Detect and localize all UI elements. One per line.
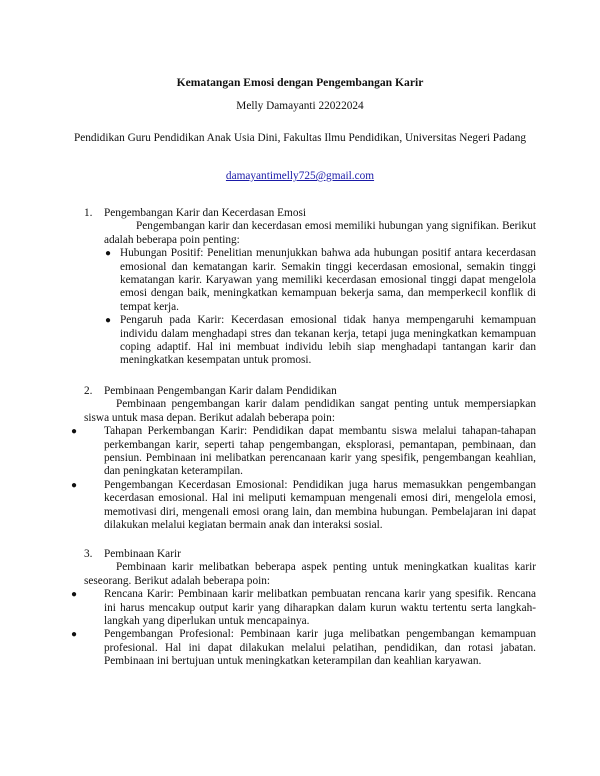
list-item-text: Rencana Karir: Pembinaan karir melibatkan pembuatan rencana karir yang spesifik. Rencana ini harus mencakup output karir yang diharapkan dalam kurun waktu tertentu serta langkah-langkah yang diperlukan untuk mencapainya. xyxy=(104,588,536,628)
section-2 xyxy=(71,385,536,532)
list-item-text: Hubungan Positif: Penelitian menunjukkan bahwa ada hubungan positif antara kecerdasan emosional dan kematangan karir. Semakin tinggi kecerdasan emosional, semakin tinggi kematangan karir. Karyawan yang memiliki kecerdasan emosional tinggi dapat mengelola emosi dengan baik, meningkatkan kemampuan bekerja sama, dan memperkecil konflik di tempat kerja. xyxy=(120,247,536,313)
section-number: 2. xyxy=(84,385,93,397)
author-line: Melly Damayanti 22022024 xyxy=(236,100,364,112)
bullet-list xyxy=(68,588,536,668)
bullet-icon: ● xyxy=(105,315,112,327)
section-intro: Pembinaan pengembangan karir dalam pendidikan sangat penting untuk mempersiapkan siswa untuk masa depan. Berikut adalah beberapa poin: xyxy=(84,398,536,424)
list-item xyxy=(71,425,536,479)
section-heading xyxy=(84,207,536,220)
bullet-icon: ● xyxy=(105,248,112,260)
bullet-list xyxy=(84,247,536,368)
section-title: Pembinaan Pengembangan Karir dalam Pendidikan xyxy=(104,385,337,397)
list-item-text: Pengembangan Kecerdasan Emosional: Pendidikan juga harus memasukkan pengembangan kecerdasan emosional. Hal ini meliputi kemampuan mengenali emosi diri, mengelola emosi, memotivasi diri, mengenali emosi orang lain, dan membina hubungan. Pembelajaran ini dapat dilakukan melalui kegiatan bermain anak dan interaksi sosial. xyxy=(104,478,536,532)
section-heading xyxy=(84,385,536,398)
bullet-icon: ● xyxy=(71,629,78,641)
section-title: Pengembangan Karir dan Kecerdasan Emosi xyxy=(104,207,307,219)
list-item-text: Pengaruh pada Karir: Kecerdasan emosional tidak hanya mempengaruhi kemampuan individu dalam menghadapi stres dan tekanan kerja, tetapi juga meningkatkan kemampuan coping adaptif. Hal ini membuat individu lebih siap menghadapi tantangan karir dan meningkatkan kesempatan untuk promosi. xyxy=(120,314,536,367)
list-item xyxy=(71,588,536,628)
list-item xyxy=(71,478,536,533)
document-title: Kematangan Emosi dengan Pengembangan Karir xyxy=(176,76,424,89)
list-item xyxy=(71,628,536,668)
bullet-icon: ● xyxy=(71,426,78,438)
affiliation-line: Pendidikan Guru Pendidikan Anak Usia Dini, Fakultas Ilmu Pendidikan, Universitas Negeri Padang xyxy=(73,132,527,144)
list-item xyxy=(105,314,536,368)
section-heading xyxy=(84,548,536,561)
list-item-text: Tahapan Perkembangan Karir: Pendidikan dapat membantu siswa melalui tahapan-tahapan perkembangan karir, seperti tahap pengembangan, eksplorasi, pemantapan, pembinaan, dan pensiun. Pembinaan ini melibatkan perencanaan karir yang spesifik, pengembangan keahlian, dan peningkatan keterampilan. xyxy=(104,425,536,478)
bullet-list xyxy=(68,425,536,532)
section-number: 3. xyxy=(84,548,93,560)
section-3 xyxy=(71,548,536,669)
bullet-icon: ● xyxy=(71,589,78,601)
list-item xyxy=(105,247,536,314)
section-1 xyxy=(84,207,536,368)
email-link[interactable]: damayantimelly725@gmail.com xyxy=(225,170,375,182)
list-item-text: Pengembangan Profesional: Pembinaan karir juga melibatkan pengembangan kemampuan profesional. Hal ini dapat dilakukan melalui pelatihan, pendidikan, dan rotasi jabatan. Pembinaan ini bertujuan untuk meningkatkan keterampilan dan keahlian karyawan. xyxy=(104,628,536,668)
section-title: Pembinaan Karir xyxy=(104,548,181,560)
section-intro: Pembinaan karir melibatkan beberapa aspek penting untuk meningkatkan kualitas karir seseorang. Berikut adalah beberapa poin: xyxy=(84,561,536,587)
section-intro: Pengembangan karir dan kecerdasan emosi memiliki hubungan yang signifikan. Berikut adalah beberapa poin penting: xyxy=(104,220,536,246)
bullet-icon: ● xyxy=(71,479,78,491)
section-number: 1. xyxy=(84,207,93,219)
